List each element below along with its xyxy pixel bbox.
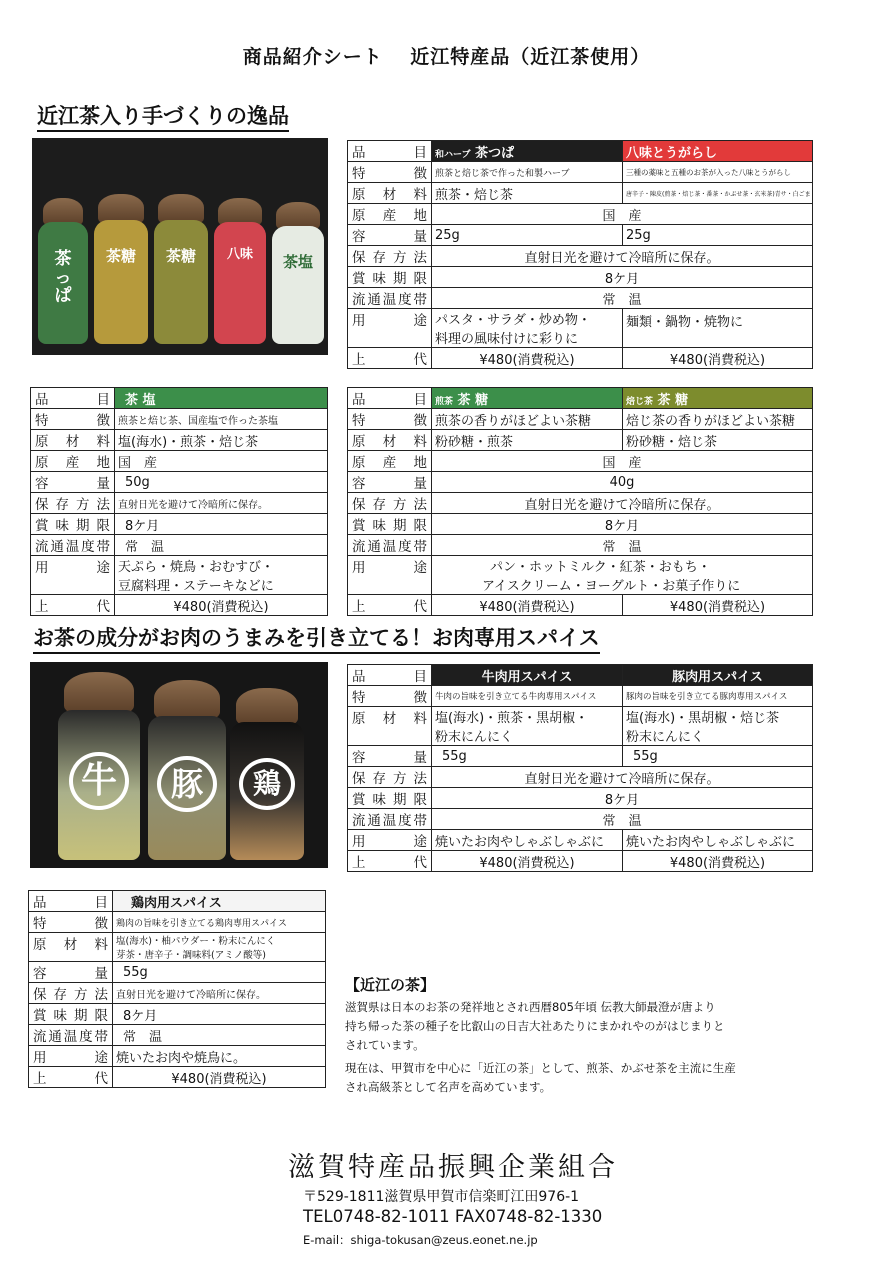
- row-key: 流通温度帯: [31, 535, 115, 556]
- cell-value: 国 産: [432, 451, 813, 472]
- table-row: [29, 912, 326, 933]
- cell-value: パスタ・サラダ・炒め物・ 料理の風味付けに彩りに: [432, 309, 623, 348]
- cell-value: 塩(海水)・黒胡椒・焙じ茶 粉末にんにく: [623, 707, 813, 746]
- table-row: [29, 1067, 326, 1088]
- table-row: [29, 1025, 326, 1046]
- spec-table-chato: [347, 387, 813, 616]
- cell-value: 国 産: [432, 204, 813, 225]
- cell-value: 8ケ月: [432, 267, 813, 288]
- table-row: [348, 246, 813, 267]
- document-title: 商品紹介シート 近江特産品（近江茶使用）: [242, 46, 651, 68]
- cell-value: 8ケ月: [432, 514, 813, 535]
- table-row: [348, 430, 813, 451]
- table-row: [31, 472, 328, 493]
- product-name: 牛肉用スパイス: [432, 665, 623, 686]
- note-line: 現在は、甲賀市を中心に「近江の茶」として、煎茶、かぶせ茶を主流に生産: [345, 1061, 736, 1075]
- tea-bottles-photo: [32, 138, 328, 355]
- bottle-chappa: [38, 194, 88, 344]
- table-row: [348, 225, 813, 246]
- table-row: [348, 851, 813, 872]
- bottle-label: 鶏: [239, 758, 295, 810]
- cell-value: 直射日光を避けて冷暗所に保存。: [432, 493, 813, 514]
- row-key: 賞味期限: [31, 514, 115, 535]
- row-key: 用 途: [348, 556, 432, 595]
- cell-value: 25g: [623, 225, 813, 246]
- cell-value: 天ぷら・焼鳥・おむすび・ 豆腐料理・ステーキなどに: [115, 556, 328, 595]
- row-key: 原材料: [348, 430, 432, 451]
- product-name: 八味とうがらし: [623, 141, 813, 162]
- row-key: 特 徴: [348, 162, 432, 183]
- product-name: 豚肉用スパイス: [623, 665, 813, 686]
- address: 〒529-1811滋賀県甲賀市信楽町江田976-1: [303, 1189, 580, 1205]
- table-row: [348, 267, 813, 288]
- row-key: 品 目: [348, 665, 432, 686]
- note-line: 持ち帰った茶の種子を比叡山の日吉大社あたりにまかれやのがはじまりと: [345, 1019, 725, 1033]
- row-key: 流通温度帯: [348, 535, 432, 556]
- row-key: 上 代: [348, 851, 432, 872]
- row-key: 保存方法: [31, 493, 115, 514]
- table-row: [348, 788, 813, 809]
- cell-value: 豚肉の旨味を引き立てる豚肉専用スパイス: [623, 686, 813, 707]
- row-key: 容 量: [348, 472, 432, 493]
- bottle-hachimi: [214, 196, 266, 344]
- row-key: 保存方法: [348, 767, 432, 788]
- cell-value: 常 温: [113, 1025, 326, 1046]
- note-line: 滋賀県は日本のお茶の発祥地とされ西暦805年頃 伝教大師最澄が唐より: [345, 1000, 716, 1014]
- bottle-sencha-sugar: [94, 192, 148, 344]
- table-row: [348, 493, 813, 514]
- table-row: [29, 891, 326, 912]
- cell-value: 55g: [623, 746, 813, 767]
- bottle-label: 八味: [226, 247, 253, 262]
- cell-value: 煎茶と焙じ茶で作った和製ハーブ: [432, 162, 623, 183]
- table-row: [348, 409, 813, 430]
- table-row: [31, 493, 328, 514]
- bottle-chashio: [272, 200, 324, 344]
- row-key: 流通温度帯: [29, 1025, 113, 1046]
- cell-value: 煎茶・焙じ茶: [432, 183, 623, 204]
- cell-value: 直射日光を避けて冷暗所に保存。: [432, 767, 813, 788]
- table-row: [348, 556, 813, 595]
- phone-fax: TEL0748-82-1011 FAX0748-82-1330: [303, 1207, 603, 1226]
- table-row: [348, 472, 813, 493]
- bottle-label: 茶糖: [165, 247, 196, 265]
- table-row: [348, 183, 813, 204]
- spec-table-beef-pork: [347, 664, 813, 872]
- row-key: 上 代: [31, 595, 115, 616]
- row-key: 用 途: [31, 556, 115, 595]
- cell-value: 焼いたお肉やしゃぶしゃぶに: [432, 830, 623, 851]
- table-row: [29, 983, 326, 1004]
- cell-value: 煎茶の香りがほどよい茶糖: [432, 409, 623, 430]
- price: ¥480(消費税込): [432, 595, 623, 616]
- row-key: 保存方法: [348, 493, 432, 514]
- cell-value: 麺類・鍋物・焼物に: [623, 309, 813, 348]
- cell-value: 55g: [432, 746, 623, 767]
- meat-spice-bottles-photo: [30, 662, 328, 868]
- row-key: 原材料: [29, 933, 113, 962]
- row-key: 賞味期限: [348, 788, 432, 809]
- bottle-label: 茶っぱ: [54, 249, 72, 307]
- table-row: [348, 514, 813, 535]
- row-key: 容 量: [29, 962, 113, 983]
- row-key: 特 徴: [29, 912, 113, 933]
- spec-table-chashio: [30, 387, 328, 616]
- cell-value: 焙じ茶の香りがほどよい茶糖: [623, 409, 813, 430]
- table-row: [348, 767, 813, 788]
- table-row: [29, 962, 326, 983]
- cell-value: 粉砂糖・焙じ茶: [623, 430, 813, 451]
- bottle-label: 豚: [157, 756, 216, 812]
- section-heading-tea-products: 近江茶入り手づくりの逸品: [37, 102, 289, 132]
- cell-value: 唐辛子・陳皮(煎茶・焙じ茶・番茶・かぶせ茶・玄米茶)青サ・白ごま: [623, 183, 813, 204]
- price: ¥480(消費税込): [432, 348, 623, 369]
- cell-value: 塩(海水)・煎茶・黒胡椒・ 粉末にんにく: [432, 707, 623, 746]
- cell-value: 焼いたお肉やしゃぶしゃぶに: [623, 830, 813, 851]
- table-row: [348, 830, 813, 851]
- bottle-chicken-spice: [230, 688, 304, 860]
- table-row: [31, 595, 328, 616]
- cell-value: 50g: [115, 472, 328, 493]
- price: ¥480(消費税込): [432, 851, 623, 872]
- row-key: 賞味期限: [348, 514, 432, 535]
- cell-value: 8ケ月: [432, 788, 813, 809]
- row-key: 特 徴: [348, 409, 432, 430]
- row-key: 原産地: [348, 451, 432, 472]
- cell-value: 55g: [113, 962, 326, 983]
- bottle-beef-spice: [58, 672, 140, 860]
- table-row: [348, 388, 813, 409]
- cell-value: 塩(海水)・煎茶・焙じ茶: [115, 430, 328, 451]
- cell-value: 煎茶と焙じ茶、国産塩で作った茶塩: [115, 409, 328, 430]
- bottle-label: 茶糖: [105, 247, 136, 265]
- cell-value: 常 温: [432, 809, 813, 830]
- row-key: 原産地: [348, 204, 432, 225]
- row-key: 用 途: [348, 309, 432, 348]
- row-key: 賞味期限: [29, 1004, 113, 1025]
- table-row: [29, 1004, 326, 1025]
- cell-value: 鶏肉の旨味を引き立てる鶏肉専用スパイス: [113, 912, 326, 933]
- table-row: [348, 204, 813, 225]
- row-key: 特 徴: [31, 409, 115, 430]
- table-row: [348, 348, 813, 369]
- cell-value: 塩(海水)・柚パウダー・粉末にんにく 芽茶・唐辛子・調味料(アミノ酸等): [113, 933, 326, 962]
- price: ¥480(消費税込): [113, 1067, 326, 1088]
- cell-value: 常 温: [115, 535, 328, 556]
- row-key: 品 目: [29, 891, 113, 912]
- cell-value: 常 温: [432, 535, 813, 556]
- bottle-label: 茶塩: [282, 253, 313, 271]
- cell-value: 直射日光を避けて冷暗所に保存。: [432, 246, 813, 267]
- table-row: [348, 162, 813, 183]
- row-key: 流通温度帯: [348, 288, 432, 309]
- table-row: [31, 409, 328, 430]
- bottle-hojicha-sugar: [154, 192, 208, 344]
- row-key: 保存方法: [29, 983, 113, 1004]
- row-key: 特 徴: [348, 686, 432, 707]
- table-row: [348, 595, 813, 616]
- price: ¥480(消費税込): [115, 595, 328, 616]
- row-key: 容 量: [348, 746, 432, 767]
- row-key: 原材料: [348, 707, 432, 746]
- table-row: [31, 430, 328, 451]
- table-row: [31, 556, 328, 595]
- cell-value: 直射日光を避けて冷暗所に保存。: [113, 983, 326, 1004]
- section-heading-meat-spices: お茶の成分がお肉のうまみを引き立てる！お肉専用スパイス: [33, 624, 600, 654]
- table-row: [348, 535, 813, 556]
- cell-value: 焼いたお肉や焼鳥に。: [113, 1046, 326, 1067]
- row-key: 上 代: [348, 595, 432, 616]
- email: E-mail：shiga-tokusan@zeus.eonet.ne.jp: [303, 1233, 538, 1247]
- note-title: 【近江の茶】: [345, 976, 436, 994]
- row-key: 用 途: [348, 830, 432, 851]
- row-key: 用 途: [29, 1046, 113, 1067]
- cell-value: 40g: [432, 472, 813, 493]
- row-key: 上 代: [29, 1067, 113, 1088]
- row-key: 流通温度帯: [348, 809, 432, 830]
- table-row: [31, 535, 328, 556]
- price: ¥480(消費税込): [623, 595, 813, 616]
- cell-value: 8ケ月: [113, 1004, 326, 1025]
- row-key: 原産地: [31, 451, 115, 472]
- product-name: 鶏肉用スパイス: [113, 891, 326, 912]
- table-row: [348, 707, 813, 746]
- price: ¥480(消費税込): [623, 851, 813, 872]
- note-line: され高級茶として名声を高めています。: [345, 1080, 552, 1094]
- product-name: 茶 塩: [115, 388, 328, 409]
- bottle-pork-spice: [148, 680, 226, 860]
- spec-table-chappa-hachimi: [347, 140, 813, 369]
- cell-value: 8ケ月: [115, 514, 328, 535]
- price: ¥480(消費税込): [623, 348, 813, 369]
- table-row: [31, 388, 328, 409]
- cell-value: 常 温: [432, 288, 813, 309]
- product-name: 煎茶 茶 糖: [432, 388, 623, 409]
- row-key: 品 目: [31, 388, 115, 409]
- row-key: 原材料: [348, 183, 432, 204]
- row-key: 品 目: [348, 141, 432, 162]
- table-row: [348, 665, 813, 686]
- cell-value: 三種の薬味と五種のお茶が入った八味とうがらし: [623, 162, 813, 183]
- row-key: 原材料: [31, 430, 115, 451]
- table-row: [348, 746, 813, 767]
- table-row: [31, 514, 328, 535]
- row-key: 容 量: [348, 225, 432, 246]
- cell-value: 25g: [432, 225, 623, 246]
- cell-value: 国 産: [115, 451, 328, 472]
- cell-value: 直射日光を避けて冷暗所に保存。: [115, 493, 328, 514]
- cell-value: パン・ホットミルク・紅茶・おもち・ アイスクリーム・ヨーグルト・お菓子作りに: [432, 556, 813, 595]
- bottle-label: 牛: [69, 752, 128, 810]
- table-row: [348, 309, 813, 348]
- spec-table-chicken: [28, 890, 326, 1088]
- table-row: [348, 686, 813, 707]
- row-key: 上 代: [348, 348, 432, 369]
- row-key: 賞味期限: [348, 267, 432, 288]
- cell-value: 牛肉の旨味を引き立てる牛肉専用スパイス: [432, 686, 623, 707]
- product-name: 焙じ茶 茶 糖: [623, 388, 813, 409]
- note-line: されています。: [345, 1038, 425, 1052]
- table-row: [348, 141, 813, 162]
- table-row: [348, 809, 813, 830]
- table-row: [31, 451, 328, 472]
- row-key: 保存方法: [348, 246, 432, 267]
- note-body: [345, 998, 785, 1097]
- organization-name: 滋賀特産品振興企業組合: [288, 1152, 618, 1183]
- row-key: 品 目: [348, 388, 432, 409]
- table-row: [29, 1046, 326, 1067]
- table-row: [348, 451, 813, 472]
- table-row: [29, 933, 326, 962]
- cell-value: 粉砂糖・煎茶: [432, 430, 623, 451]
- product-name: 和ハーブ 茶つぱ: [432, 141, 623, 162]
- row-key: 容 量: [31, 472, 115, 493]
- table-row: [348, 288, 813, 309]
